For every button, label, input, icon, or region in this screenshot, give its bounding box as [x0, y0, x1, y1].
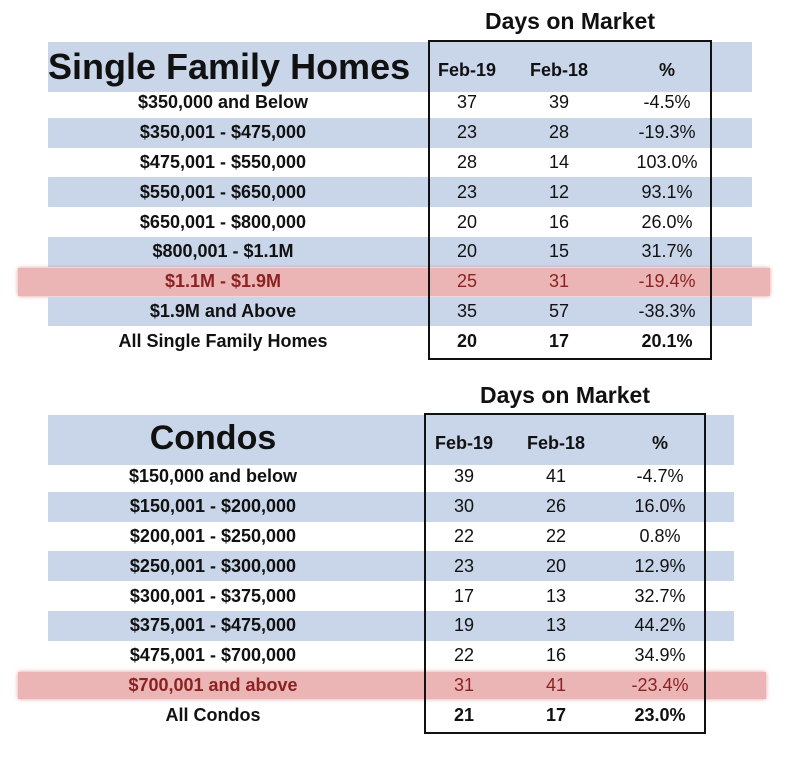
- numeric-columns-frame: [428, 40, 712, 360]
- price-range-label: All Condos: [165, 704, 261, 725]
- column-header: Feb-19: [437, 60, 497, 80]
- feb-18-cell: 57: [548, 300, 570, 321]
- percent-change-cell: 93.1%: [641, 181, 693, 202]
- price-range-label: $200,001 - $250,000: [129, 525, 297, 546]
- feb-19-cell: 19: [453, 615, 475, 636]
- price-range-label: $700,001 and above: [128, 674, 298, 695]
- feb-18-cell: 41: [545, 466, 567, 487]
- price-range-label: $800,001 - $1.1M: [152, 241, 294, 262]
- feb-18-cell: 15: [548, 241, 570, 262]
- feb-18-cell: 13: [545, 585, 567, 606]
- feb-19-cell: 22: [453, 525, 475, 546]
- feb-18-cell: 16: [548, 211, 570, 232]
- percent-change-cell: -19.4%: [638, 271, 696, 292]
- percent-change-cell: 23.0%: [634, 704, 686, 725]
- column-header: Feb-19: [434, 433, 494, 453]
- price-range-label: $250,001 - $300,000: [129, 555, 297, 576]
- percent-change-cell: 34.9%: [634, 645, 686, 666]
- feb-18-cell: 12: [548, 181, 570, 202]
- feb-19-cell: 31: [453, 674, 475, 695]
- percent-change-cell: 20.1%: [641, 330, 693, 351]
- percent-change-cell: 44.2%: [634, 615, 686, 636]
- percent-change-cell: -23.4%: [631, 674, 689, 695]
- feb-18-cell: 17: [545, 704, 567, 725]
- feb-18-cell: 39: [548, 92, 570, 113]
- feb-18-cell: 22: [545, 525, 567, 546]
- feb-19-cell: 17: [453, 585, 475, 606]
- feb-19-cell: 25: [456, 271, 478, 292]
- price-range-label: $650,001 - $800,000: [139, 211, 307, 232]
- percent-change-cell: 12.9%: [634, 555, 686, 576]
- feb-18-cell: 17: [548, 330, 570, 351]
- price-range-label: All Single Family Homes: [118, 330, 328, 351]
- percent-change-cell: -19.3%: [638, 122, 696, 143]
- feb-19-cell: 35: [456, 300, 478, 321]
- feb-18-cell: 26: [545, 496, 567, 517]
- percent-change-cell: 31.7%: [641, 241, 693, 262]
- percent-change-cell: 26.0%: [641, 211, 693, 232]
- price-range-label: $375,001 - $475,000: [129, 615, 297, 636]
- feb-19-cell: 21: [453, 704, 475, 725]
- price-range-label: $475,001 - $550,000: [139, 151, 307, 172]
- feb-18-cell: 20: [545, 555, 567, 576]
- numeric-columns-frame: [424, 413, 706, 734]
- column-header: Feb-18: [526, 433, 586, 453]
- table-title: Single Family Homes: [48, 46, 411, 87]
- percent-change-cell: 0.8%: [639, 525, 681, 546]
- days-on-market-label: Days on Market: [484, 8, 655, 34]
- feb-19-cell: 20: [456, 211, 478, 232]
- feb-18-cell: 13: [545, 615, 567, 636]
- feb-19-cell: 23: [456, 122, 478, 143]
- price-range-label: $150,000 and below: [128, 466, 298, 487]
- percent-change-cell: -4.7%: [636, 466, 684, 487]
- feb-19-cell: 23: [453, 555, 475, 576]
- days-on-market-label: Days on Market: [479, 382, 650, 408]
- feb-18-cell: 41: [545, 674, 567, 695]
- price-range-label: $350,001 - $475,000: [139, 122, 307, 143]
- feb-19-cell: 20: [456, 330, 478, 351]
- percent-change-cell: -38.3%: [638, 300, 696, 321]
- percent-change-cell: 16.0%: [634, 496, 686, 517]
- column-header: Feb-18: [529, 60, 589, 80]
- feb-19-cell: 28: [456, 151, 478, 172]
- feb-18-cell: 14: [548, 151, 570, 172]
- feb-19-cell: 37: [456, 92, 478, 113]
- feb-18-cell: 28: [548, 122, 570, 143]
- feb-19-cell: 23: [456, 181, 478, 202]
- price-range-label: $1.1M - $1.9M: [164, 271, 282, 292]
- price-range-label: $550,001 - $650,000: [139, 181, 307, 202]
- feb-19-cell: 30: [453, 496, 475, 517]
- column-header: %: [651, 433, 668, 453]
- price-range-label: $350,000 and Below: [137, 92, 309, 113]
- price-range-label: $150,001 - $200,000: [129, 496, 297, 517]
- column-header: %: [658, 60, 675, 80]
- price-range-label: $300,001 - $375,000: [129, 585, 297, 606]
- feb-18-cell: 31: [548, 271, 570, 292]
- price-range-label: $1.9M and Above: [149, 300, 297, 321]
- feb-19-cell: 20: [456, 241, 478, 262]
- percent-change-cell: -4.5%: [643, 92, 691, 113]
- feb-19-cell: 22: [453, 645, 475, 666]
- table-title: Condos: [149, 419, 277, 457]
- price-range-label: $475,001 - $700,000: [129, 645, 297, 666]
- percent-change-cell: 103.0%: [636, 151, 698, 172]
- feb-18-cell: 16: [545, 645, 567, 666]
- feb-19-cell: 39: [453, 466, 475, 487]
- percent-change-cell: 32.7%: [634, 585, 686, 606]
